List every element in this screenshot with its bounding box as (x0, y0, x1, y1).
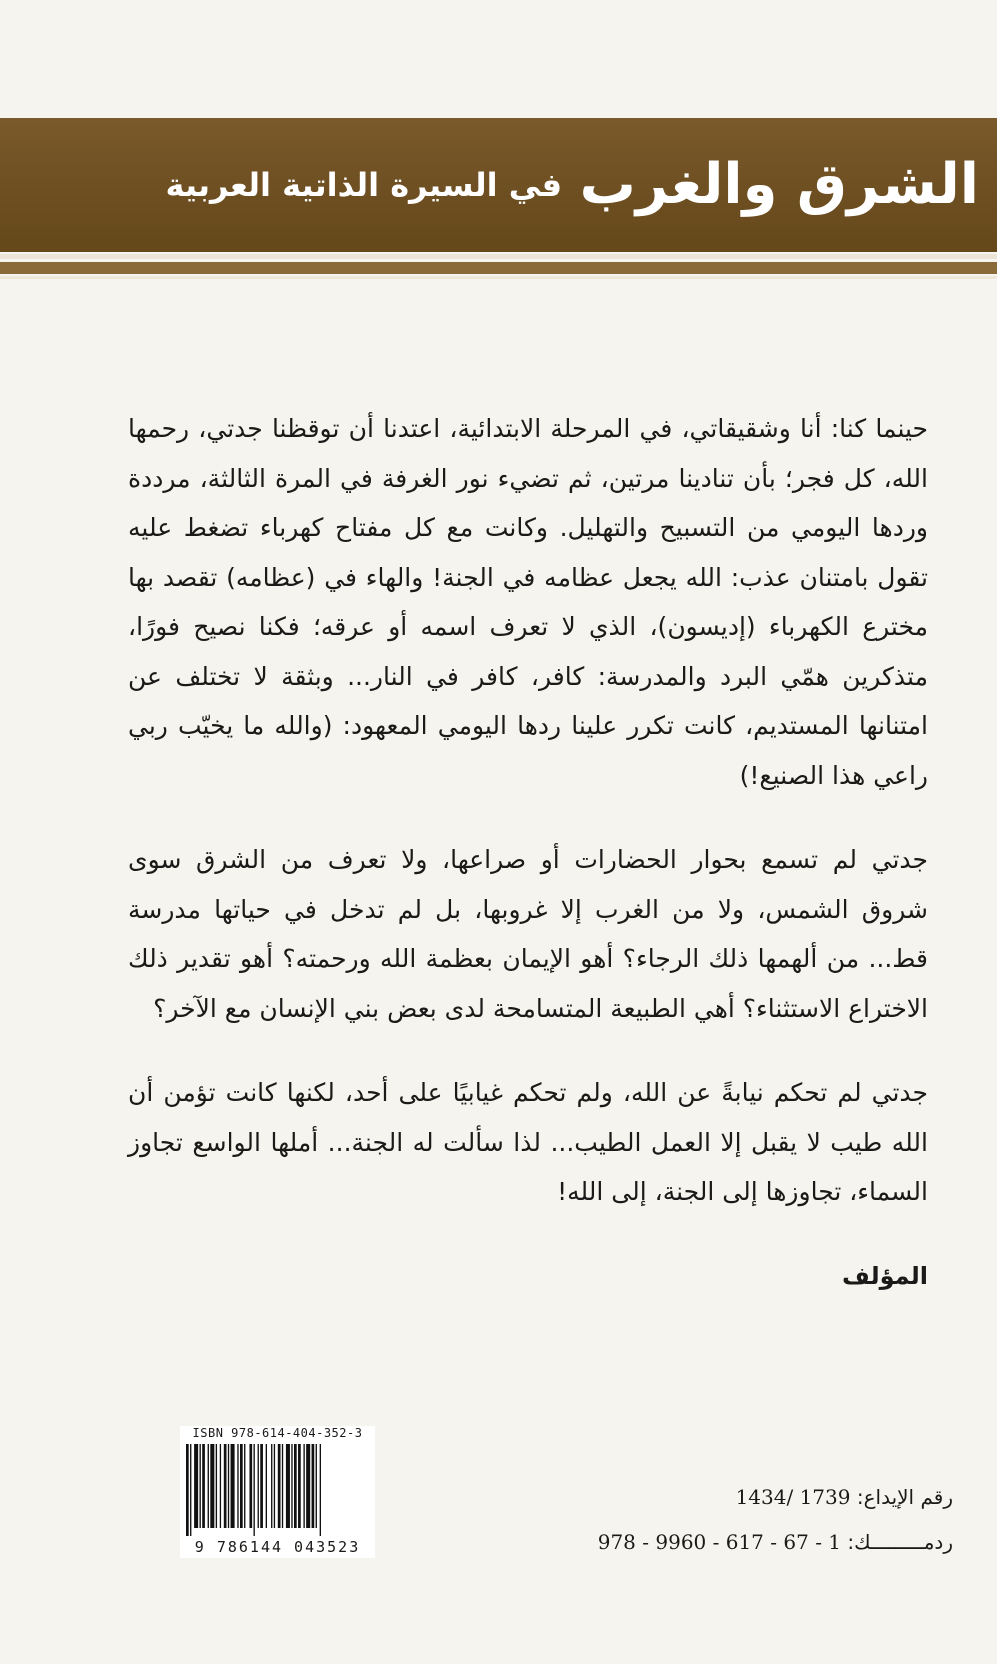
legal-deposit (736, 1484, 953, 1510)
barcode-bar (286, 1444, 290, 1528)
isbn-line (598, 1529, 953, 1555)
barcode-bar (231, 1444, 235, 1528)
blurb (128, 404, 928, 1336)
book-title-main: الشرق والغرب (579, 152, 979, 217)
barcode-bars (184, 1444, 371, 1536)
barcode-bar (266, 1444, 267, 1528)
barcode-bar (312, 1444, 315, 1528)
barcode-bar (237, 1444, 238, 1528)
legal-deposit-label: رقم الإيداع: (856, 1485, 953, 1509)
blurb-paragraph: حينما كنا: أنا وشقيقاتي، في المرحلة الابتدائية، اعتدنا أن توقظنا جدتي، رحمها الله، كل فجر؛ بأن تنادينا مرتين، ثم تضيء نور الغرفة في المرة الثالثة، مرددة وردها اليومي من التسبيح والتهليل. وكانت مع كل مفتاح كهرباء تضغط عليه تقول بامتنان عذب: الله يجعل عظامه في الجنة! والهاء في (عظامه) تقصد بها مخترع الكهرباء (إديسون)، الذي لا تعرف اسمه أو عرقه؛ فكنا نصيح فورًا، متذكرين همّي البرد والمدرسة: كافر، كافر في النار... وبثقة لا تختلف عن امتنانها المستديم، كانت تكرر علينا ردها اليومي المعهود: (والله ما يخيّب ربي راعي هذا الصنيع!) (128, 414, 928, 790)
barcode-bar (294, 1444, 297, 1528)
band-stripe (0, 262, 997, 274)
barcode-bar (254, 1444, 255, 1536)
barcode-isbn-label: ISBN 978-614-404-352-3 (192, 1426, 363, 1440)
blurb-paragraph: جدتي لم تسمع بحوار الحضارات أو صراعها، ولا تعرف من الشرق سوى شروق الشمس، ولا من الغرب إلا غروبها، بل لم تدخل في حياتها مدرسة قط... من ألهمها ذلك الرجاء؟ أهو الإيمان بعظمة الله ورحمته؟ أهو تقدير ذلك الاختراع الاستثناء؟ أهي الطبيعة المتسامحة لدى بعض بني الإنسان مع الآخر؟ (128, 845, 928, 1023)
barcode-bar (224, 1444, 227, 1528)
barcode-bar (278, 1444, 281, 1528)
barcode-digits: 9 786144 043523 (194, 1538, 361, 1556)
barcode-bar (320, 1444, 321, 1536)
barcode-bar (291, 1444, 292, 1528)
barcode-bar (216, 1444, 217, 1528)
barcode-bar (228, 1444, 229, 1528)
barcode-bar (194, 1444, 198, 1528)
barcode-bar (200, 1444, 201, 1528)
barcode-graphic (184, 1444, 371, 1536)
barcode-bar (271, 1444, 272, 1528)
blurb-paragraph: جدتي لم تحكم نيابةً عن الله، ولم تحكم غيابيًا على أحد، لكنها كانت تؤمن أن الله طيب لا يقبل إلا العمل الطيب... لذا سألت له الجنة... أملها الواسع تجاوز السماء، تجاوزها إلى الجنة، إلى الله! (128, 1078, 928, 1206)
barcode-bar (220, 1444, 221, 1528)
barcode-bar (303, 1444, 304, 1528)
book-title-subtitle: في السيرة الذاتية العربية (165, 166, 563, 204)
isbn-barcode (180, 1426, 375, 1558)
barcode-bar (190, 1444, 191, 1536)
author-signature: المؤلف (842, 1261, 928, 1290)
legal-deposit-number: 1434/ 1739 (735, 1485, 851, 1509)
barcode-bar (282, 1444, 283, 1528)
barcode-bar (186, 1444, 189, 1536)
barcode-bar (240, 1444, 243, 1528)
barcode-bar (210, 1444, 214, 1528)
barcode-bar (274, 1444, 275, 1528)
barcode-bar (316, 1444, 317, 1528)
band-divider (0, 276, 997, 279)
isbn-line-label: ردمـــــــــك: (847, 1530, 953, 1554)
barcode-bar (260, 1444, 263, 1528)
barcode-bar (249, 1444, 252, 1528)
barcode-bar (298, 1444, 301, 1528)
barcode-bar (202, 1444, 205, 1528)
barcode-bar (244, 1444, 245, 1528)
barcode-bar (306, 1444, 310, 1528)
band-divider (0, 254, 997, 259)
isbn-line-number: 978 - 9960 - 617 - 67 - 1 (597, 1530, 842, 1554)
barcode-bar (208, 1444, 209, 1528)
book-title (166, 150, 979, 220)
barcode-bar (258, 1444, 259, 1528)
